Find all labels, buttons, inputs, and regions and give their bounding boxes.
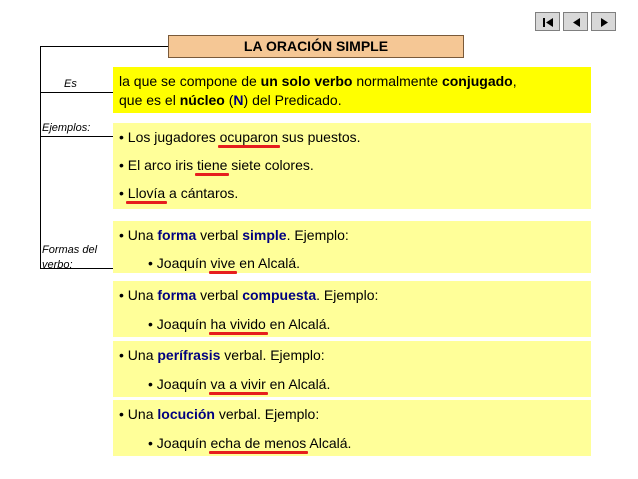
keyword: locución xyxy=(157,406,215,422)
keyword: forma xyxy=(157,227,197,243)
form-text: Una xyxy=(123,347,158,363)
form-box-perifrasis xyxy=(113,341,591,397)
skip-to-first-icon xyxy=(536,13,561,32)
example-text: sus puestos. xyxy=(278,129,361,145)
example-text: Joaquín xyxy=(152,435,211,451)
bullet: • xyxy=(119,287,124,303)
definition-text: normalmente xyxy=(352,73,442,89)
label-es: Es xyxy=(64,78,77,90)
bracket-arm-ejemplos xyxy=(40,136,113,137)
definition-box xyxy=(113,67,591,113)
form-example xyxy=(148,255,300,271)
bullet: • xyxy=(148,376,153,392)
bullet: • xyxy=(119,227,124,243)
form-box-locucion xyxy=(113,400,591,456)
bullet: • xyxy=(119,347,124,363)
example-text: Joaquín xyxy=(152,376,211,392)
keyword-un-solo-verbo: un solo verbo xyxy=(260,73,353,89)
definition-text: , xyxy=(512,73,517,89)
form-heading xyxy=(119,227,349,243)
keyword-n: N xyxy=(233,92,244,108)
keyword: simple xyxy=(242,227,287,243)
example-text: Alcalá. xyxy=(306,435,352,451)
definition-text: la que se compone de xyxy=(119,73,261,89)
example-item xyxy=(119,129,361,145)
keyword: forma xyxy=(157,287,197,303)
label-formas-line2: verbo: xyxy=(42,259,73,271)
verb-underlined: vive xyxy=(210,255,236,271)
example-text: a cántaros. xyxy=(165,185,239,201)
example-text: Joaquín xyxy=(152,255,211,271)
definition-text: que es el xyxy=(119,92,180,108)
page-title: LA ORACIÓN SIMPLE xyxy=(168,35,464,58)
example-text: Los jugadores xyxy=(123,129,220,145)
bullet: • xyxy=(119,129,124,145)
form-text: Una xyxy=(123,406,158,422)
bracket-vertical xyxy=(40,46,41,268)
bullet: • xyxy=(119,406,124,422)
previous-slide-button[interactable] xyxy=(563,12,588,31)
first-slide-button[interactable] xyxy=(535,12,560,31)
form-example xyxy=(148,376,330,392)
example-text: El arco iris xyxy=(123,157,198,173)
example-text: en Alcalá. xyxy=(235,255,301,271)
example-text: en Alcalá. xyxy=(265,376,331,392)
form-text: Una xyxy=(123,287,158,303)
form-text: verbal. Ejemplo: xyxy=(214,406,320,422)
form-text: Una xyxy=(123,227,158,243)
verb-underlined: ha vivido xyxy=(210,316,266,332)
form-text: verbal xyxy=(196,287,243,303)
bracket-arm-es xyxy=(40,92,113,93)
example-text: siete colores. xyxy=(227,157,314,173)
bullet: • xyxy=(148,435,153,451)
form-box-compuesta xyxy=(113,281,591,337)
form-example xyxy=(148,316,330,332)
bullet: • xyxy=(119,157,124,173)
next-icon xyxy=(592,13,617,32)
definition-text: ( xyxy=(224,92,234,108)
keyword-nucleo: núcleo xyxy=(179,92,225,108)
label-ejemplos: Ejemplos: xyxy=(42,122,91,134)
next-slide-button[interactable] xyxy=(591,12,616,31)
form-text: verbal. Ejemplo: xyxy=(220,347,325,363)
keyword-conjugado: conjugado xyxy=(441,73,513,89)
form-example xyxy=(148,435,351,451)
form-text: . Ejemplo: xyxy=(286,227,349,243)
example-item xyxy=(119,185,238,201)
bullet: • xyxy=(148,255,153,271)
verb-underlined: ocuparon xyxy=(219,129,279,145)
form-heading xyxy=(119,287,378,303)
bullet: • xyxy=(148,316,153,332)
previous-icon xyxy=(564,13,589,32)
form-heading xyxy=(119,347,325,363)
example-text: en Alcalá. xyxy=(265,316,331,332)
form-heading xyxy=(119,406,319,422)
verb-underlined: Llovía xyxy=(127,185,166,201)
keyword: perífrasis xyxy=(157,347,221,363)
example-text: Joaquín xyxy=(152,316,211,332)
form-text: . Ejemplo: xyxy=(316,287,379,303)
example-item xyxy=(119,157,314,173)
verb-underlined: echa de menos xyxy=(210,435,307,451)
definition-line-1 xyxy=(119,73,517,89)
form-box-simple xyxy=(113,221,591,273)
bracket-top xyxy=(40,46,168,47)
verb-underlined: tiene xyxy=(197,157,228,173)
keyword: compuesta xyxy=(242,287,317,303)
definition-line-2 xyxy=(119,92,342,108)
form-text: verbal xyxy=(196,227,243,243)
examples-box xyxy=(113,123,591,209)
label-formas-line1: Formas del xyxy=(42,244,98,256)
bullet: • xyxy=(119,185,124,201)
verb-underlined: va a vivir xyxy=(210,376,266,392)
definition-text: ) del Predicado. xyxy=(243,92,342,108)
